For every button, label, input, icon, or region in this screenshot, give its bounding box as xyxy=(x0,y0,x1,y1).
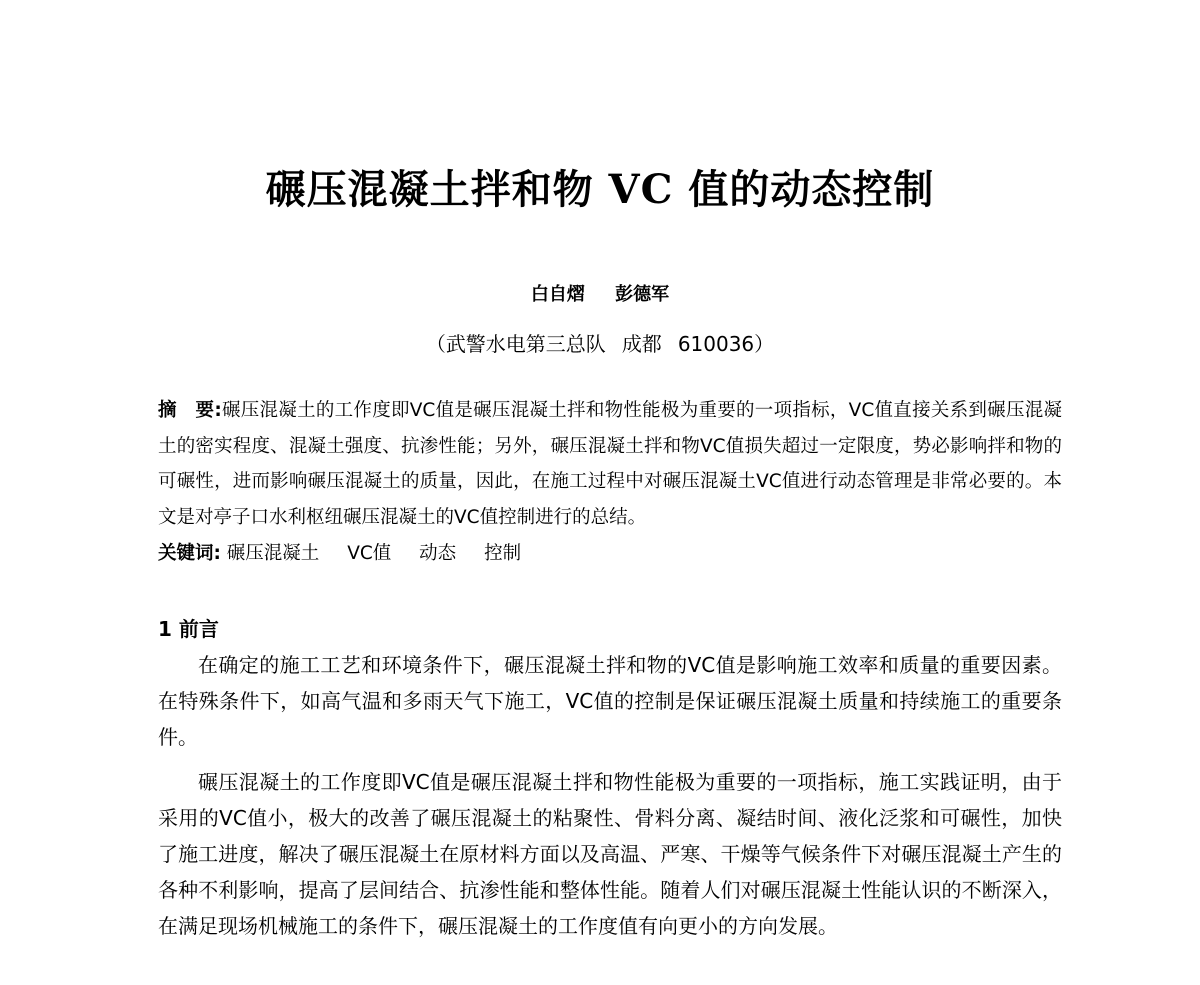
body-paragraph: 碾压混凝土的工作度即VC值是碾压混凝土拌和物性能极为重要的一项指标，施工实践证明，由于采用的VC值小，极大的改善了碾压混凝土的粘聚性、骨料分离、凝结时间、液化泛浆和可碾性，加快了施工进度，解决了碾压混凝土在原材料方面以及高温、严寒、干燥等气候条件下对碾压混凝土产生的各种不利影响，提高了层间结合、抗渗性能和整体性能。随着人们对碾压混凝土性能认识的不断深入，在满足现场机械施工的条件下，碾压混凝土的工作度值有向更小的方向发展。 xyxy=(158,770,1062,938)
abstract-label: 摘 要: xyxy=(158,400,222,421)
abstract-text: 碾压混凝土的工作度即VC值是碾压混凝土拌和物性能极为重要的一项指标，VC值直接关系到碾压混凝土的密实程度、混凝土强度、抗渗性能；另外，碾压混凝土拌和物VC值损失超过一定限度，势必影响拌和物的可碾性，进而影响碾压混凝土的质量，因此，在施工过程中对碾压混凝土VC值进行动态管理是非常必要的。本文是对亭子口水利枢纽碾压混凝土的VC值控制进行的总结。 xyxy=(158,400,1062,528)
affiliation-city: 成都 xyxy=(621,332,662,356)
affiliation-close-paren: ） xyxy=(754,332,775,356)
affiliation-open-paren: （ xyxy=(425,332,446,356)
keywords-label: 关键词: xyxy=(158,543,221,564)
keyword: 控制 xyxy=(484,543,522,564)
author-name: 彭德军 xyxy=(615,284,670,305)
author-name: 白自熠 xyxy=(530,284,585,305)
affiliation xyxy=(0,330,1200,358)
body-paragraph: 在确定的施工工艺和环境条件下，碾压混凝土拌和物的VC值是影响施工效率和质量的重要因素。在特殊条件下，如高气温和多雨天气下施工，VC值的控制是保证碾压混凝土质量和持续施工的重要条件。 xyxy=(158,653,1062,749)
section-heading: 1 前言 xyxy=(158,617,219,641)
abstract xyxy=(158,393,1062,535)
keywords xyxy=(158,536,1062,572)
author-list xyxy=(0,282,1200,308)
paper-title: 碾压混凝土拌和物 VC 值的动态控制 xyxy=(265,166,935,213)
keyword: 动态 xyxy=(419,543,457,564)
keyword: 碾压混凝土 xyxy=(226,543,320,564)
affiliation-postcode: 610036 xyxy=(677,332,755,356)
affiliation-org: 武警水电第三总队 xyxy=(445,332,606,356)
keyword: VC值 xyxy=(347,543,392,564)
